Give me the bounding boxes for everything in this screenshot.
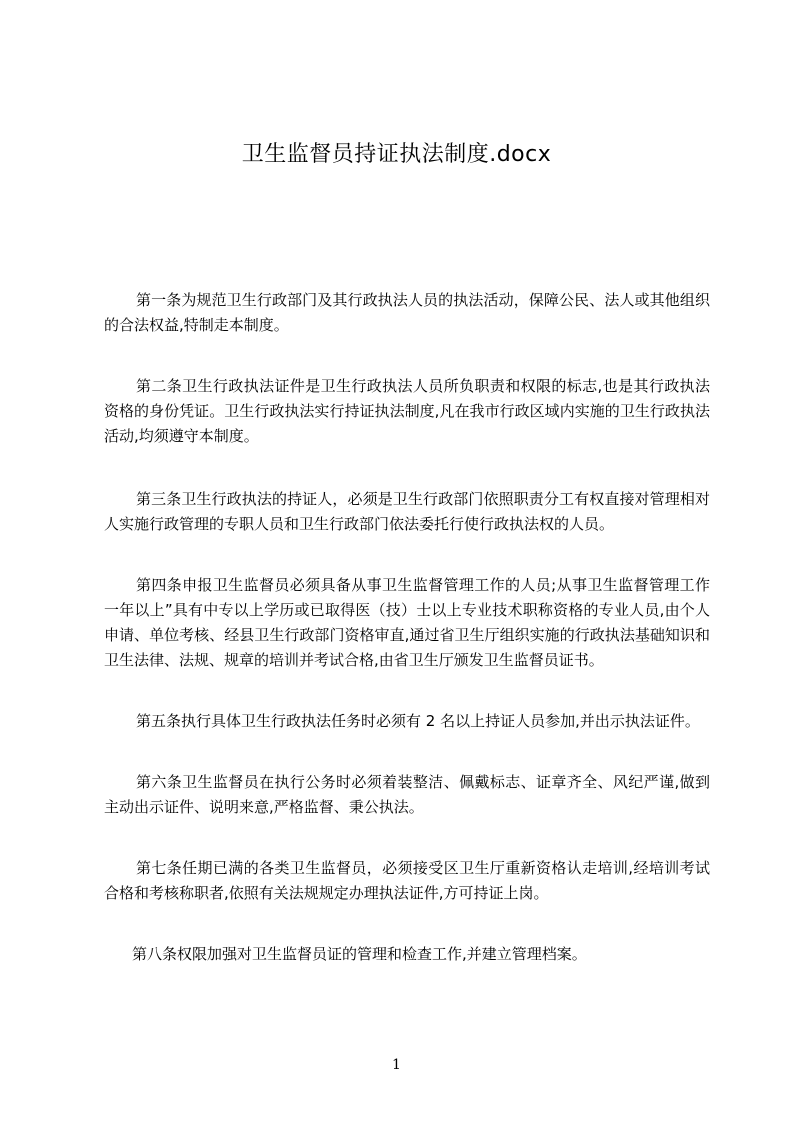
article-4-paragraph: 第四条申报卫生监督员必须具备从事卫生监督管理工作的人员;从事卫生监督管理工作一年以上”具有中专以上学历或已取得医（技）士以上专业技术职称资格的专业人员,由个人申请、单位考核、经县卫生行政部门资格审直,通过省卫生厅组织实施的行政执法基础知识和卫生法律、法规、规章的培训并考试合格,由省卫生厅颁发卫生监督员证书。 bbox=[104, 576, 710, 669]
article-8-paragraph: 第八条权限加强对卫生监督员证的管理和检查工作,并建立管理档案。 bbox=[132, 945, 587, 963]
article-2-paragraph: 第二条卫生行政执法证件是卫生行政执法人员所负职责和权限的标志,也是其行政执法资格的身份凭证。卫生行政执法实行持证执法制度,凡在我市行政区域内实施的卫生行政执法活动,均须遵守本制度。 bbox=[104, 377, 710, 445]
article-3-paragraph: 第三条卫生行政执法的持证人，必须是卫生行政部门依照职责分工有权直接对管理相对人实施行政管理的专职人员和卫生行政部门依法委托行使行政执法权的人员。 bbox=[104, 490, 710, 533]
document-title: 卫生监督员持证执法制度.docx bbox=[241, 142, 552, 167]
article-6-paragraph: 第六条卫生监督员在执行公务时必须着装整洁、佩戴标志、证章齐全、风纪严谨,做到主动出示证件、说明来意,严格监督、秉公执法。 bbox=[104, 773, 710, 816]
document-body bbox=[104, 288, 710, 1003]
page-number: 1 bbox=[392, 1057, 401, 1073]
article-1-paragraph: 第一条为规范卫生行政部门及其行政执法人员的执法活动，保障公民、法人或其他组织的合法权益,特制走本制度。 bbox=[104, 291, 710, 334]
article-7-paragraph: 第七条任期已满的各类卫生监督员，必须接受区卫生厅重新资格认走培训,经培训考试合格和考核称职者,依照有关法规规定办理执法证件,方可持证上岗。 bbox=[104, 859, 710, 902]
article-5-paragraph: 第五条执行具体卫生行政执法任务时必须有 2 名以上持证人员参加,并出示执法证件。 bbox=[136, 712, 700, 730]
